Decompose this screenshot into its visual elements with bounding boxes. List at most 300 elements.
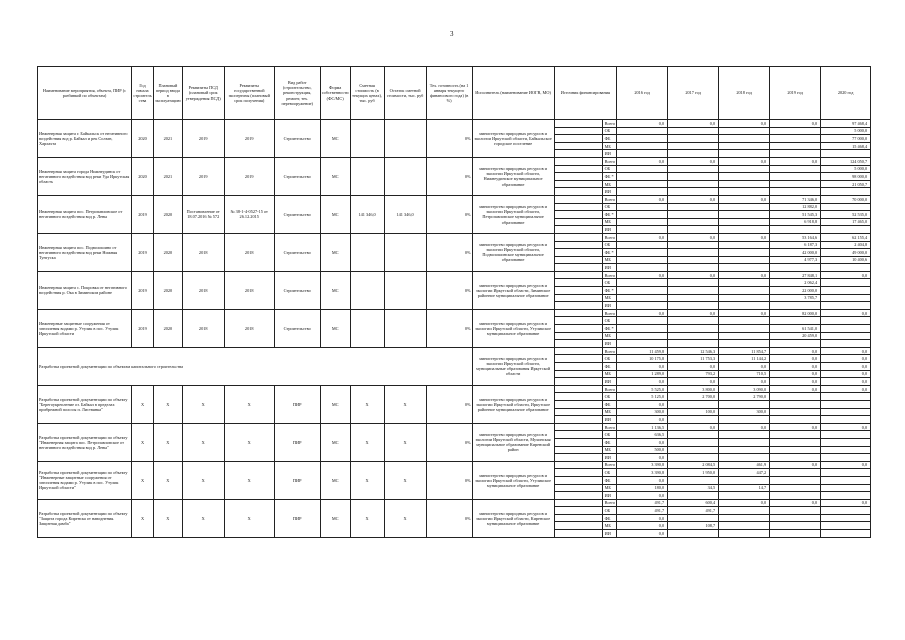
amount-cell: 461,9 <box>719 461 770 469</box>
source-spacer <box>554 461 602 469</box>
amount-cell <box>719 294 770 302</box>
amount-cell: 0,0 <box>821 309 871 317</box>
ownership: МС <box>320 309 350 347</box>
source-spacer <box>554 142 602 150</box>
amount-cell: 0,0 <box>821 423 871 431</box>
amount-cell: 1 289,0 <box>617 370 668 378</box>
source-spacer <box>554 476 602 484</box>
remaining-cost: Х <box>384 461 426 499</box>
work-type: ПИР <box>274 385 320 423</box>
end-year: 2020 <box>154 271 183 309</box>
start-year: 2019 <box>132 271 154 309</box>
amount-cell: 5 525,0 <box>617 385 668 393</box>
amount-cell: 1 136,5 <box>617 423 668 431</box>
amount-cell: 11 753,3 <box>668 355 719 363</box>
amount-cell <box>770 446 821 454</box>
ownership: МС <box>320 385 350 423</box>
amount-cell <box>668 150 719 158</box>
amount-cell: 0,0 <box>770 378 821 386</box>
amount-cell <box>668 165 719 173</box>
amount-cell <box>770 127 821 135</box>
source-label: ОБ <box>602 127 617 135</box>
object-name: Инженерная защита пос. Петропавловское от негативного воздействия вод р. Лены <box>38 195 132 233</box>
amount-cell <box>821 530 871 538</box>
work-type: Строительство <box>274 233 320 271</box>
amount-cell: 100,0 <box>668 408 719 416</box>
amount-cell <box>770 469 821 477</box>
amount-cell <box>821 279 871 287</box>
amount-cell <box>668 226 719 234</box>
amount-cell <box>821 408 871 416</box>
amount-cell <box>719 241 770 249</box>
amount-cell: 27 848,1 <box>770 271 821 279</box>
amount-cell: 14,7 <box>719 484 770 492</box>
amount-cell <box>617 332 668 340</box>
amount-cell <box>617 127 668 135</box>
source-label: ОБ <box>602 317 617 325</box>
psd-details: Х <box>182 423 224 461</box>
start-year: 2020 <box>132 120 154 158</box>
source-spacer <box>554 332 602 340</box>
psd-details: Х <box>182 385 224 423</box>
table-row <box>38 347 871 355</box>
table-row <box>38 423 871 431</box>
amount-cell <box>617 188 668 196</box>
readiness: 0% <box>426 157 472 195</box>
end-year: 2021 <box>154 120 183 158</box>
source-spacer <box>554 173 602 181</box>
expertise: Х <box>224 461 274 499</box>
amount-cell <box>770 492 821 500</box>
amount-cell: 62 155,4 <box>821 233 871 241</box>
psd-details: Х <box>182 461 224 499</box>
amount-cell: 0,0 <box>668 423 719 431</box>
readiness: 0% <box>426 195 472 233</box>
amount-cell: 0,0 <box>719 499 770 507</box>
source-label: ИИ <box>602 150 617 158</box>
amount-cell <box>668 431 719 439</box>
source-label: ОБ <box>602 165 617 173</box>
amount-cell <box>770 408 821 416</box>
expertise: 2018 <box>224 309 274 347</box>
source-spacer <box>554 431 602 439</box>
amount-cell: 52 535,0 <box>821 211 871 219</box>
source-label: ФБ * <box>602 211 617 219</box>
source-spacer <box>554 317 602 325</box>
psd-details: 2018 <box>182 271 224 309</box>
amount-cell <box>719 279 770 287</box>
source-spacer <box>554 271 602 279</box>
amount-cell: 0,0 <box>770 157 821 165</box>
amount-cell <box>668 317 719 325</box>
amount-cell: 491,7 <box>668 507 719 515</box>
amount-cell <box>719 173 770 181</box>
source-spacer <box>554 218 602 226</box>
ownership: МС <box>320 195 350 233</box>
amount-cell: 491,7 <box>617 507 668 515</box>
source-spacer <box>554 446 602 454</box>
psd-details: 2019 <box>182 157 224 195</box>
source-label: Всего <box>602 423 617 431</box>
amount-cell <box>770 507 821 515</box>
amount-cell: 180,0 <box>617 484 668 492</box>
amount-cell: 2 062,4 <box>770 279 821 287</box>
estimated-cost: 141 346,0 <box>350 195 384 233</box>
amount-cell: 0,0 <box>668 233 719 241</box>
source-spacer <box>554 325 602 333</box>
amount-cell: 12 546,3 <box>668 347 719 355</box>
amount-cell: 0,0 <box>668 271 719 279</box>
source-label: ИИ <box>602 530 617 538</box>
amount-cell: 0,0 <box>719 233 770 241</box>
amount-cell: 0,0 <box>617 378 668 386</box>
executor: министерство природных ресурсов и экологии Иркутской области, Утуликское муниципальное образование <box>472 461 554 499</box>
source-spacer <box>554 416 602 424</box>
amount-cell: 51 545,3 <box>770 211 821 219</box>
object-name: Разработка проектной документации по объекту "Инженерная защита пос. Петропавловское от негативного воздействия вод р. Лены" <box>38 423 132 461</box>
amount-cell: 2 404,8 <box>821 241 871 249</box>
amount-cell <box>821 454 871 462</box>
amount-cell: 0,0 <box>617 492 668 500</box>
source-label: МБ <box>602 522 617 530</box>
amount-cell: 0,0 <box>821 355 871 363</box>
amount-cell: 97 468,4 <box>821 120 871 128</box>
source-label: ИИ <box>602 492 617 500</box>
header-remaining-cost: Остаток сметной стоимости, тыс. руб <box>384 67 426 120</box>
amount-cell: 0,0 <box>617 522 668 530</box>
amount-cell: 636,5 <box>617 431 668 439</box>
amount-cell: 0,0 <box>617 400 668 408</box>
amount-cell <box>617 226 668 234</box>
source-label: Всего <box>602 461 617 469</box>
amount-cell <box>719 454 770 462</box>
amount-cell: 10 400,6 <box>821 256 871 264</box>
readiness: 0% <box>426 423 472 461</box>
readiness: 0% <box>426 461 472 499</box>
expertise: № 38-1-4-0527-15 от 26.12.2015 <box>224 195 274 233</box>
source-label: ОБ <box>602 507 617 515</box>
source-label: ИИ <box>602 454 617 462</box>
source-label: ИИ <box>602 188 617 196</box>
amount-cell: 0,0 <box>719 309 770 317</box>
amount-cell: 0,0 <box>719 378 770 386</box>
source-spacer <box>554 507 602 515</box>
amount-cell: 0,0 <box>770 363 821 371</box>
amount-cell: 0,0 <box>668 309 719 317</box>
source-label: ФБ * <box>602 173 617 181</box>
amount-cell <box>617 340 668 348</box>
header-end-year: Плановый период ввода в эксплуатацию <box>154 67 183 120</box>
source-spacer <box>554 302 602 310</box>
source-label: ОБ <box>602 241 617 249</box>
amount-cell: 500,0 <box>617 446 668 454</box>
amount-cell <box>617 211 668 219</box>
amount-cell: 49 000,0 <box>821 249 871 257</box>
amount-cell <box>719 142 770 150</box>
amount-cell: 98 000,0 <box>821 173 871 181</box>
amount-cell: 2 700,0 <box>668 393 719 401</box>
amount-cell <box>821 400 871 408</box>
amount-cell <box>719 416 770 424</box>
ownership: МС <box>320 461 350 499</box>
amount-cell: 0,0 <box>770 461 821 469</box>
estimated-cost <box>350 120 384 158</box>
amount-cell: 0,0 <box>770 370 821 378</box>
amount-cell <box>668 142 719 150</box>
amount-cell <box>719 150 770 158</box>
amount-cell <box>770 438 821 446</box>
amount-cell: 0,0 <box>617 157 668 165</box>
source-label: Всего <box>602 271 617 279</box>
start-year: Х <box>132 499 154 537</box>
amount-cell <box>770 150 821 158</box>
source-spacer <box>554 294 602 302</box>
start-year: 2020 <box>132 157 154 195</box>
source-spacer <box>554 385 602 393</box>
work-type: Строительство <box>274 195 320 233</box>
amount-cell <box>617 264 668 272</box>
table-row <box>38 385 871 393</box>
psd-details: 2018 <box>182 233 224 271</box>
amount-cell: 34,5 <box>668 484 719 492</box>
amount-cell: 793,2 <box>668 370 719 378</box>
work-type: Строительство <box>274 120 320 158</box>
amount-cell <box>770 514 821 522</box>
amount-cell <box>719 218 770 226</box>
source-spacer <box>554 454 602 462</box>
source-label: МБ <box>602 142 617 150</box>
source-spacer <box>554 120 602 128</box>
source-spacer <box>554 127 602 135</box>
amount-cell <box>821 514 871 522</box>
amount-cell: 0,0 <box>821 461 871 469</box>
source-spacer <box>554 188 602 196</box>
amount-cell: 0,0 <box>719 157 770 165</box>
header-ownership: Форма собственности (ФС/МС) <box>320 67 350 120</box>
source-label: ИИ <box>602 416 617 424</box>
amount-cell: 61 541,0 <box>770 325 821 333</box>
source-spacer <box>554 438 602 446</box>
amount-cell <box>617 218 668 226</box>
amount-cell <box>770 522 821 530</box>
amount-cell: 0,0 <box>617 233 668 241</box>
amount-cell <box>719 530 770 538</box>
amount-cell <box>770 302 821 310</box>
table-row <box>38 499 871 507</box>
amount-cell <box>668 530 719 538</box>
source-label: Всего <box>602 195 617 203</box>
source-spacer <box>554 522 602 530</box>
table-body <box>38 120 871 538</box>
source-label: МБ <box>602 256 617 264</box>
work-type: Строительство <box>274 309 320 347</box>
estimated-cost <box>350 309 384 347</box>
amount-cell <box>821 484 871 492</box>
end-year: 2020 <box>154 233 183 271</box>
amount-cell <box>821 492 871 500</box>
amount-cell: 5 125,0 <box>617 393 668 401</box>
source-label: Всего <box>602 309 617 317</box>
source-spacer <box>554 514 602 522</box>
source-spacer <box>554 195 602 203</box>
amount-cell <box>668 454 719 462</box>
source-label: Всего <box>602 233 617 241</box>
source-spacer <box>554 499 602 507</box>
source-label: Всего <box>602 499 617 507</box>
start-year: Х <box>132 423 154 461</box>
source-label: ОБ <box>602 469 617 477</box>
amount-cell <box>719 400 770 408</box>
header-readiness: Тех. готовность (на 1 января текущего финансового года) (в %) <box>426 67 472 120</box>
end-year: Х <box>154 461 183 499</box>
amount-cell <box>821 317 871 325</box>
amount-cell <box>719 302 770 310</box>
source-spacer <box>554 150 602 158</box>
amount-cell: 42 000,0 <box>770 249 821 257</box>
source-label: ИИ <box>602 302 617 310</box>
source-spacer <box>554 370 602 378</box>
amount-cell: 124 050,7 <box>821 157 871 165</box>
amount-cell <box>821 226 871 234</box>
readiness: 0% <box>426 385 472 423</box>
start-year: Х <box>132 461 154 499</box>
source-spacer <box>554 264 602 272</box>
amount-cell: 0,0 <box>770 347 821 355</box>
source-spacer <box>554 492 602 500</box>
work-type: ПИР <box>274 423 320 461</box>
amount-cell <box>719 165 770 173</box>
amount-cell <box>719 340 770 348</box>
source-label: ФБ <box>602 438 617 446</box>
amount-cell <box>668 340 719 348</box>
amount-cell: 0,0 <box>719 423 770 431</box>
amount-cell <box>719 514 770 522</box>
amount-cell: 4 977,3 <box>770 256 821 264</box>
table-row <box>38 157 871 165</box>
remaining-cost <box>384 157 426 195</box>
amount-cell: 0,0 <box>821 499 871 507</box>
amount-cell: 0,0 <box>770 499 821 507</box>
amount-cell <box>719 203 770 211</box>
amount-cell <box>617 279 668 287</box>
amount-cell <box>668 211 719 219</box>
source-spacer <box>554 393 602 401</box>
amount-cell: 0,0 <box>617 271 668 279</box>
amount-cell <box>719 287 770 295</box>
amount-cell <box>668 325 719 333</box>
investment-table <box>37 66 871 538</box>
amount-cell <box>821 416 871 424</box>
amount-cell: 0,0 <box>770 423 821 431</box>
amount-cell <box>719 135 770 143</box>
amount-cell <box>617 241 668 249</box>
amount-cell: 22 000,0 <box>770 287 821 295</box>
amount-cell <box>668 127 719 135</box>
amount-cell <box>668 203 719 211</box>
source-label: ФБ <box>602 135 617 143</box>
executor: министерство природных ресурсов и экологии Иркутской области, Зиминское районное муниципальное образование <box>472 271 554 309</box>
amount-cell: 0,0 <box>719 271 770 279</box>
amount-cell <box>821 150 871 158</box>
amount-cell <box>668 249 719 257</box>
amount-cell: 600,4 <box>668 499 719 507</box>
remaining-cost <box>384 233 426 271</box>
amount-cell: 20 459,0 <box>770 332 821 340</box>
source-spacer <box>554 469 602 477</box>
source-label: ОБ <box>602 393 617 401</box>
header-2016: 2016 год <box>617 67 668 120</box>
amount-cell: 21 050,7 <box>821 180 871 188</box>
expertise: 2018 <box>224 271 274 309</box>
amount-cell <box>821 393 871 401</box>
remaining-cost: Х <box>384 499 426 537</box>
executor: министерство природных ресурсов и экологии Иркутской области, Утуликское муниципальное образование <box>472 309 554 347</box>
ownership: МС <box>320 120 350 158</box>
remaining-cost: 141 346,0 <box>384 195 426 233</box>
amount-cell <box>770 173 821 181</box>
source-label: ФБ * <box>602 287 617 295</box>
source-spacer <box>554 484 602 492</box>
amount-cell <box>617 173 668 181</box>
budget-table-frame <box>37 66 871 538</box>
expertise: 2019 <box>224 157 274 195</box>
amount-cell <box>770 135 821 143</box>
amount-cell: 1 950,0 <box>668 469 719 477</box>
amount-cell <box>821 294 871 302</box>
source-spacer <box>554 180 602 188</box>
amount-cell <box>770 416 821 424</box>
remaining-cost: Х <box>384 423 426 461</box>
object-name: Инженерная защита с. Покровка от негативного воздействия р. Ока в Зиминском районе <box>38 271 132 309</box>
source-label: ФБ * <box>602 249 617 257</box>
executor: министерство природных ресурсов и экологии Иркутской области, Петропавловское муниципальное образование <box>472 195 554 233</box>
amount-cell <box>821 188 871 196</box>
amount-cell: 11 459,8 <box>617 347 668 355</box>
amount-cell <box>719 431 770 439</box>
readiness: 0% <box>426 233 472 271</box>
amount-cell: 82 000,0 <box>770 309 821 317</box>
amount-cell: 0,0 <box>770 120 821 128</box>
amount-cell: 3 800,0 <box>668 385 719 393</box>
source-label: МБ <box>602 294 617 302</box>
source-label: МБ <box>602 218 617 226</box>
amount-cell: 710,5 <box>719 370 770 378</box>
start-year: 2019 <box>132 233 154 271</box>
amount-cell: 3 390,8 <box>617 469 668 477</box>
header-2017: 2017 год <box>668 67 719 120</box>
remaining-cost <box>384 120 426 158</box>
start-year: Х <box>132 385 154 423</box>
source-spacer <box>554 347 602 355</box>
amount-cell <box>770 530 821 538</box>
amount-cell <box>668 416 719 424</box>
amount-cell <box>617 180 668 188</box>
source-spacer <box>554 287 602 295</box>
amount-cell <box>821 469 871 477</box>
amount-cell <box>719 438 770 446</box>
end-year: Х <box>154 423 183 461</box>
header-executors: Исполнитель (наименование ИОГВ, МО) <box>472 67 554 120</box>
amount-cell: 2 084,5 <box>668 461 719 469</box>
amount-cell <box>821 264 871 272</box>
source-spacer <box>554 309 602 317</box>
amount-cell <box>821 476 871 484</box>
source-spacer <box>554 241 602 249</box>
amount-cell <box>668 438 719 446</box>
amount-cell <box>617 302 668 310</box>
amount-cell: 77 000,0 <box>821 135 871 143</box>
object-name: Разработка проектной документации по объекту "Берегоукрепление оз. Байкал в пределах прибрежной полосы п. Листвянка" <box>38 385 132 423</box>
